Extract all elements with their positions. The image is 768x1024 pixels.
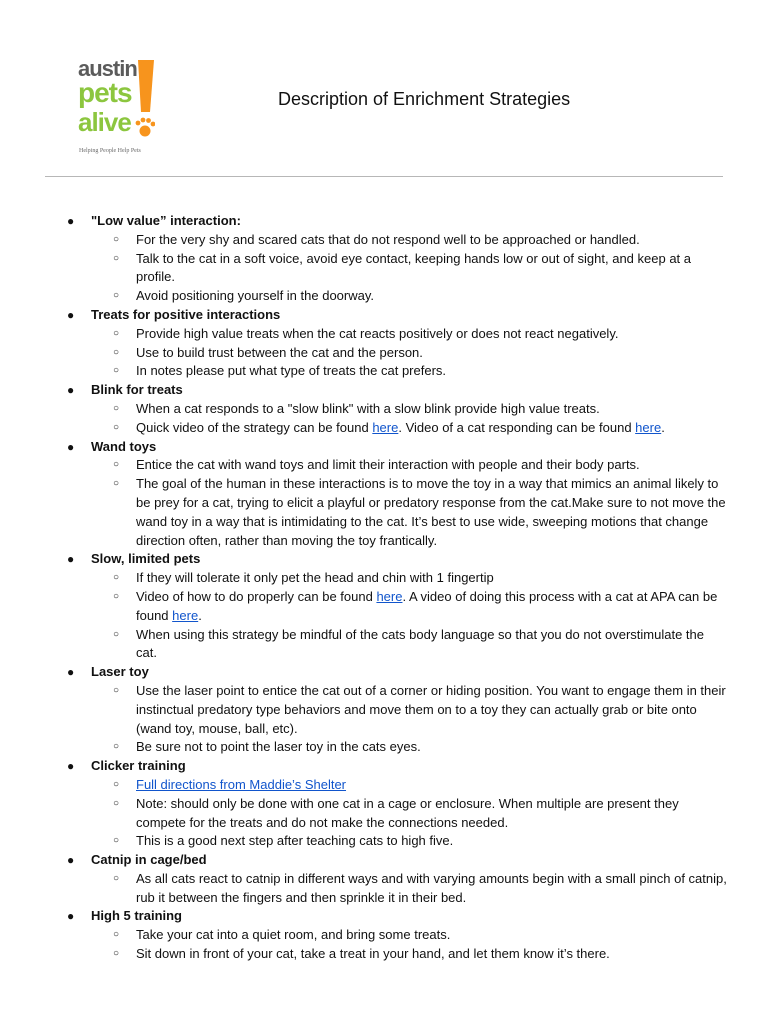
strategy-detail-item [58,569,728,588]
hollow-bullet-icon: ○ [113,628,120,640]
detail-text-segment: . Video of a cat responding can be found [398,419,636,435]
bullet-icon: ● [67,552,75,567]
detail-text [102,569,728,588]
strategy-detail-item [58,795,728,833]
header-divider [45,176,723,177]
detail-text-segment: . [661,419,665,435]
detail-text-segment: If they will tolerate it only pet the head and chin with 1 fingertip [136,570,494,586]
logo-word-pets: pets [78,77,132,108]
strategy-detail-item [58,400,728,419]
strategy-laser-toy [58,663,728,682]
detail-text [102,945,728,964]
strategy-heading: Blink for treats [91,382,183,398]
strategy-detail-item [58,362,728,381]
hollow-bullet-icon: ○ [113,290,120,302]
reference-link[interactable]: here [376,588,403,604]
hollow-bullet-icon: ○ [113,459,120,471]
hollow-bullet-icon: ○ [113,929,120,941]
logo-tagline: Helping People Help Pets [79,148,141,154]
reference-link[interactable]: here [372,419,399,435]
hollow-bullet-icon: ○ [113,327,120,339]
austin-pets-alive-logo [78,58,162,162]
bullet-icon: ● [67,383,75,398]
detail-text-segment: Talk to the cat in a soft voice, avoid eye contact, keeping hands low or out of sight, and keep at a profile. [136,250,692,285]
strategy-detail-item [58,870,728,908]
hollow-bullet-icon: ○ [113,872,120,884]
strategy-heading: Catnip in cage/bed [91,852,207,868]
detail-text [102,400,728,419]
hollow-bullet-icon: ○ [113,478,120,490]
reference-link[interactable]: here [635,419,662,435]
strategy-detail-item [58,456,728,475]
detail-text-segment: Be sure not to point the laser toy in the cats eyes. [136,739,421,755]
detail-text [102,250,728,288]
strategy-wand-toys [58,438,728,457]
strategy-blink-for-treats [58,381,728,400]
strategy-detail-item [58,344,728,363]
strategy-detail-item [58,945,728,964]
detail-text-segment: Take your cat into a quiet room, and bring some treats. [136,927,451,943]
detail-text [102,475,728,550]
strategy-slow-limited-pets [58,550,728,569]
detail-text-segment: Use the laser point to entice the cat out of a corner or hiding position. You want to engage them in their instinctual predatory type behaviors and move them on to a toy they can actually grab or bite onto (wand toy, mouse, ball, etc). [136,682,726,736]
hollow-bullet-icon: ○ [113,365,120,377]
detail-text-segment: When using this strategy be mindful of the cats body language so that you do not overstimulate the cat. [136,626,705,661]
detail-text-segment: For the very shy and scared cats that do not respond well to be approached or handled. [136,231,640,247]
detail-text [102,362,728,381]
strategy-detail-item [58,475,728,550]
detail-text-segment: Avoid positioning yourself in the doorway. [136,288,374,304]
hollow-bullet-icon: ○ [113,684,120,696]
strategy-detail-item [58,419,728,438]
detail-text-segment: Quick video of the strategy can be found [136,419,373,435]
hollow-bullet-icon: ○ [113,590,120,602]
strategy-detail-item [58,776,728,795]
document-title: Description of Enrichment Strategies [278,89,571,109]
detail-text-segment: Entice the cat with wand toys and limit their interaction with people and their body parts. [136,457,640,473]
hollow-bullet-icon: ○ [113,252,120,264]
detail-text-segment: Provide high value treats when the cat reacts positively or does not react negatively. [136,325,619,341]
detail-text [102,926,728,945]
hollow-bullet-icon: ○ [113,572,120,584]
hollow-bullet-icon: ○ [113,402,120,414]
logo-word-austin: austin [78,56,137,81]
bullet-icon: ● [67,665,75,680]
detail-text-segment: As all cats react to catnip in different ways and with varying amounts begin with a small pinch of catnip, rub it between the fingers and then sprinkle it in their bed. [136,870,727,905]
strategy-high-5-training [58,907,728,926]
strategy-heading: High 5 training [91,908,182,924]
detail-text-segment: . [198,607,202,623]
detail-text-segment: Video of how to do properly can be found [136,588,377,604]
bullet-icon: ● [67,909,75,924]
hollow-bullet-icon: ○ [113,421,120,433]
strategy-detail-item [58,588,728,626]
bullet-icon: ● [67,307,75,322]
bullet-icon: ● [67,214,75,228]
strategy-detail-item [58,626,728,664]
detail-text [102,682,728,738]
hollow-bullet-icon: ○ [113,346,120,358]
detail-text [102,231,728,250]
detail-text-segment: Sit down in front of your cat, take a treat in your hand, and let them know it’s there. [136,946,610,962]
detail-text-segment: Note: should only be done with one cat in a cage or enclosure. When multiple are present they compete for the treats and do not make the connections needed. [136,795,679,830]
strategy-low-value-interaction [58,212,728,231]
detail-text [102,795,728,833]
exclamation-paw-icon [135,60,155,142]
detail-text [102,870,728,908]
strategy-heading: Laser toy [91,664,149,680]
strategy-detail-item [58,926,728,945]
hollow-bullet-icon: ○ [113,948,120,960]
detail-text-segment: . A video of doing this process with a cat at APA can be found [136,588,718,623]
detail-text [102,325,728,344]
hollow-bullet-icon: ○ [113,797,120,809]
detail-text [102,832,728,851]
detail-text [102,287,728,306]
strategy-clicker-training [58,757,728,776]
strategy-detail-item [58,738,728,757]
strategy-detail-item [58,832,728,851]
detail-text [102,776,728,795]
detail-text [102,419,728,438]
bullet-icon: ● [67,853,75,868]
strategy-detail-item [58,325,728,344]
strategy-heading: "Low value” interaction: [91,213,241,228]
detail-text-segment: Use to build trust between the cat and the person. [136,344,423,360]
strategy-detail-item [58,682,728,738]
hollow-bullet-icon: ○ [113,835,120,847]
detail-text [102,588,728,626]
detail-text-segment: This is a good next step after teaching cats to high five. [136,833,454,849]
strategy-catnip-in-cage-bed [58,851,728,870]
reference-link[interactable]: Full directions from Maddie’s Shelter [136,776,347,792]
reference-link[interactable]: here [172,607,199,623]
hollow-bullet-icon: ○ [113,778,120,790]
bullet-icon: ● [67,759,75,774]
strategy-treats-for-positive-interactions [58,306,728,325]
hollow-bullet-icon: ○ [113,741,120,753]
strategy-heading: Slow, limited pets [91,551,201,567]
detail-text [102,456,728,475]
strategy-detail-item [58,250,728,288]
logo-word-alive: alive [78,107,131,137]
hollow-bullet-icon: ○ [113,233,120,245]
strategy-detail-item [58,231,728,250]
detail-text-segment: The goal of the human in these interactions is to move the toy in a way that mimics an animal likely to be prey for a cat, trying to elicit a playful or predatory response from the cat.Make sure to not move the wand toy in a way that is intimidating to the cat. It’s best to use wide, sweeping motions that change direction often, rather than moving the toy frantically. [136,476,726,548]
detail-text [102,344,728,363]
detail-text-segment: In notes please put what type of treats the cat prefers. [136,363,447,379]
detail-text [102,738,728,757]
strategy-heading: Treats for positive interactions [91,306,281,322]
strategy-heading: Wand toys [91,438,157,454]
strategy-detail-item [58,287,728,306]
bullet-icon: ● [67,439,75,454]
strategy-heading: Clicker training [91,758,186,774]
detail-text [102,626,728,664]
enrichment-strategy-list [58,212,728,964]
detail-text-segment: When a cat responds to a "slow blink" with a slow blink provide high value treats. [136,400,600,416]
